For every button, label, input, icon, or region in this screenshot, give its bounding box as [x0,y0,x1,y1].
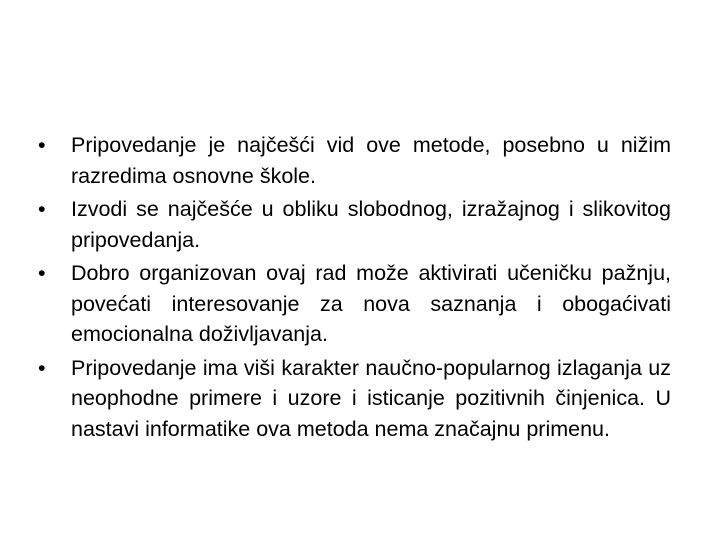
bullet-item [36,258,671,350]
bullet-text: Izvodi se najčešće u obliku slobodnog, izražajnog i slikovitog pripovedanja. [71,197,671,252]
bullet-icon: • [38,261,46,285]
bullet-text: Pripovedanje je najčešći vid ove metode, posebno u nižim razredima osnovne škole. [71,133,671,188]
bullet-icon: • [38,355,46,380]
bullet-item [36,194,671,255]
bullet-icon: • [38,197,46,221]
bullet-list [36,130,671,444]
bullet-text: Pripovedanje ima viši karakter naučno-popularnog izlaganja uz neophodne primere i uzore i isticanje pozitivnih činjenica. U nastavi informatike ova metoda nema značajnu primenu. [71,355,671,441]
bullet-text: Dobro organizovan ovaj rad može aktivirati učeničku pažnju, povećati interesovanje za nova saznanja i obogaćivati emocionalna doživljavanja. [71,261,671,346]
bullet-icon: • [38,133,46,157]
bullet-item [36,353,671,445]
slide-content [36,130,671,447]
bullet-item [36,130,671,191]
